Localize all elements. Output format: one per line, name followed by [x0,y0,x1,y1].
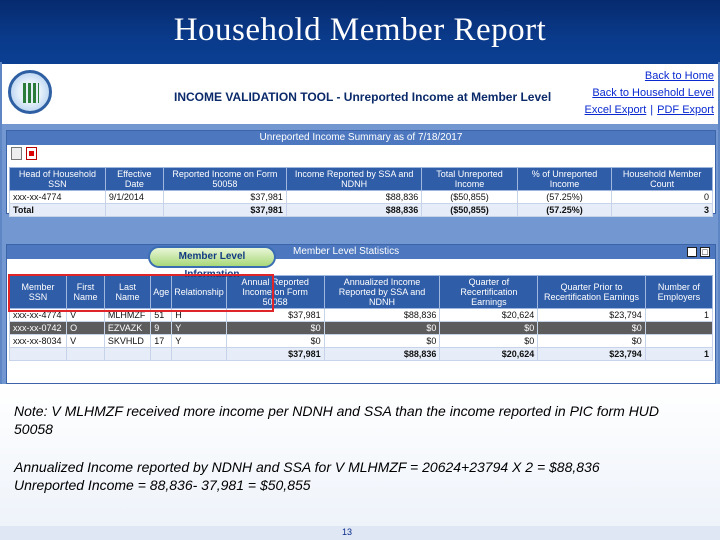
table-cell [105,204,163,217]
table-cell: $37,981 [163,204,286,217]
table-cell: 9/1/2014 [105,191,163,204]
app-window [2,62,718,384]
summary-header-cell[interactable]: Head of Household SSN [10,168,106,191]
footer-bar [0,526,720,540]
table-cell: V [67,335,105,348]
table-cell: SKVHLD [104,335,150,348]
table-cell [645,335,712,348]
member-header-cell[interactable]: Annual Reported Income on Form 50058 [226,276,324,309]
summary-header-cell[interactable]: % of Unreported Income [517,168,612,191]
table-cell: ($50,855) [422,191,517,204]
table-cell: 9 [151,322,172,335]
table-row [10,322,713,335]
app-screenshot [0,62,720,384]
table-cell: xxx-xx-0742 [10,322,67,335]
table-cell: $37,981 [163,191,286,204]
summary-header-cell[interactable]: Income Reported by SSA and NDNH [286,168,421,191]
member-header-cell[interactable]: Last Name [104,276,150,309]
member-header-cell[interactable]: Age [151,276,172,309]
member-bar-title: Member Level Statistics [7,245,715,259]
summary-header-cell[interactable]: Reported Income on Form 50058 [163,168,286,191]
member-header-cell[interactable]: Quarter Prior to Recertification Earnings [538,276,645,309]
table-cell: $88,836 [324,348,440,361]
table-cell: $88,836 [324,309,440,322]
member-header-cell[interactable]: Number of Employers [645,276,712,309]
summary-header-cell[interactable]: Total Unreported Income [422,168,517,191]
table-cell: H [172,309,227,322]
table-cell [67,348,105,361]
table-cell [172,348,227,361]
table-cell: $88,836 [286,191,421,204]
table-cell: xxx-xx-4774 [10,309,67,322]
table-cell: $0 [226,335,324,348]
member-header-cell[interactable]: Annualized Income Reported by SSA and NDNH [324,276,440,309]
header-links: Back to Home Back to Household Level Excel Export | PDF Export [584,70,714,116]
table-cell: 1 [645,309,712,322]
table-cell: $88,836 [286,204,421,217]
table-cell: (57.25%) [517,204,612,217]
table-cell: $0 [226,322,324,335]
maximize-icon[interactable]: □ [700,247,710,257]
summary-header-cell[interactable]: Household Member Count [612,168,713,191]
table-cell: xxx-xx-4774 [10,191,106,204]
table-row [10,204,713,217]
table-cell: $0 [324,335,440,348]
app-title: INCOME VALIDATION TOOL - Unreported Income at Member Level [174,90,552,104]
table-cell: $0 [440,335,538,348]
table-row [10,348,713,361]
table-cell: $0 [324,322,440,335]
slide-title-bar [0,0,720,62]
note-line-1: Note: V MLHMZF received more income per NDNH and SSA than the income reported in PIC form HUD 50058 [14,403,660,437]
note-box [0,384,720,526]
summary-header-cell[interactable]: Effective Date [105,168,163,191]
table-cell: Y [172,322,227,335]
member-header-cell[interactable]: Quarter of Recertification Earnings [440,276,538,309]
member-header-cell[interactable]: Relationship [172,276,227,309]
table-cell: 17 [151,335,172,348]
minimize-icon[interactable]: _ [687,247,697,257]
pdf-export-link[interactable]: PDF Export [657,104,714,116]
table-row [10,335,713,348]
table-cell: xxx-xx-8034 [10,335,67,348]
table-cell: $0 [538,335,645,348]
table-cell: $0 [440,322,538,335]
table-cell: $23,794 [538,348,645,361]
table-cell [151,348,172,361]
copy-icon[interactable] [11,147,22,160]
table-cell [104,348,150,361]
table-cell: ($50,855) [422,204,517,217]
table-cell: $37,981 [226,348,324,361]
member-level-callout: Member Level Information [148,246,276,268]
page-number: 13 [342,527,353,537]
slide-title: Household Member Report [173,12,547,48]
member-panel [6,244,716,384]
table-cell: V [67,309,105,322]
table-cell: Y [172,335,227,348]
table-cell: $20,624 [440,348,538,361]
summary-table [9,167,713,217]
hud-seal-logo [8,70,52,114]
member-header-cell[interactable]: Member SSN [10,276,67,309]
note-line-2: Annualized Income reported by NDNH and SSA for V MLHMZF = 20624+23794 X 2 = $88,836 [14,459,600,475]
member-header-cell[interactable]: First Name [67,276,105,309]
table-cell: 51 [151,309,172,322]
table-cell: (57.25%) [517,191,612,204]
back-to-household-link[interactable]: Back to Household Level [592,87,714,99]
table-cell: MLHMZF [104,309,150,322]
table-cell: 3 [612,204,713,217]
back-to-home-link[interactable]: Back to Home [644,70,714,82]
table-cell: 0 [612,191,713,204]
table-cell: O [67,322,105,335]
table-cell [645,322,712,335]
table-cell [10,348,67,361]
note-line-3: Unreported Income = 88,836- 37,981 = $50,855 [14,477,311,493]
table-cell: $37,981 [226,309,324,322]
pdf-icon[interactable] [26,147,37,160]
summary-bar-title: Unreported Income Summary as of 7/18/2017 [7,131,715,145]
table-cell: $0 [538,322,645,335]
table-cell: $23,794 [538,309,645,322]
app-header [2,62,718,124]
table-cell: EZVAZK [104,322,150,335]
table-cell: Total [10,204,106,217]
summary-panel [6,130,716,214]
excel-export-link[interactable]: Excel Export [584,104,647,116]
summary-toolbar [11,147,51,163]
table-cell: 1 [645,348,712,361]
table-cell: $20,624 [440,309,538,322]
table-row [10,191,713,204]
highlight-box [8,274,274,312]
